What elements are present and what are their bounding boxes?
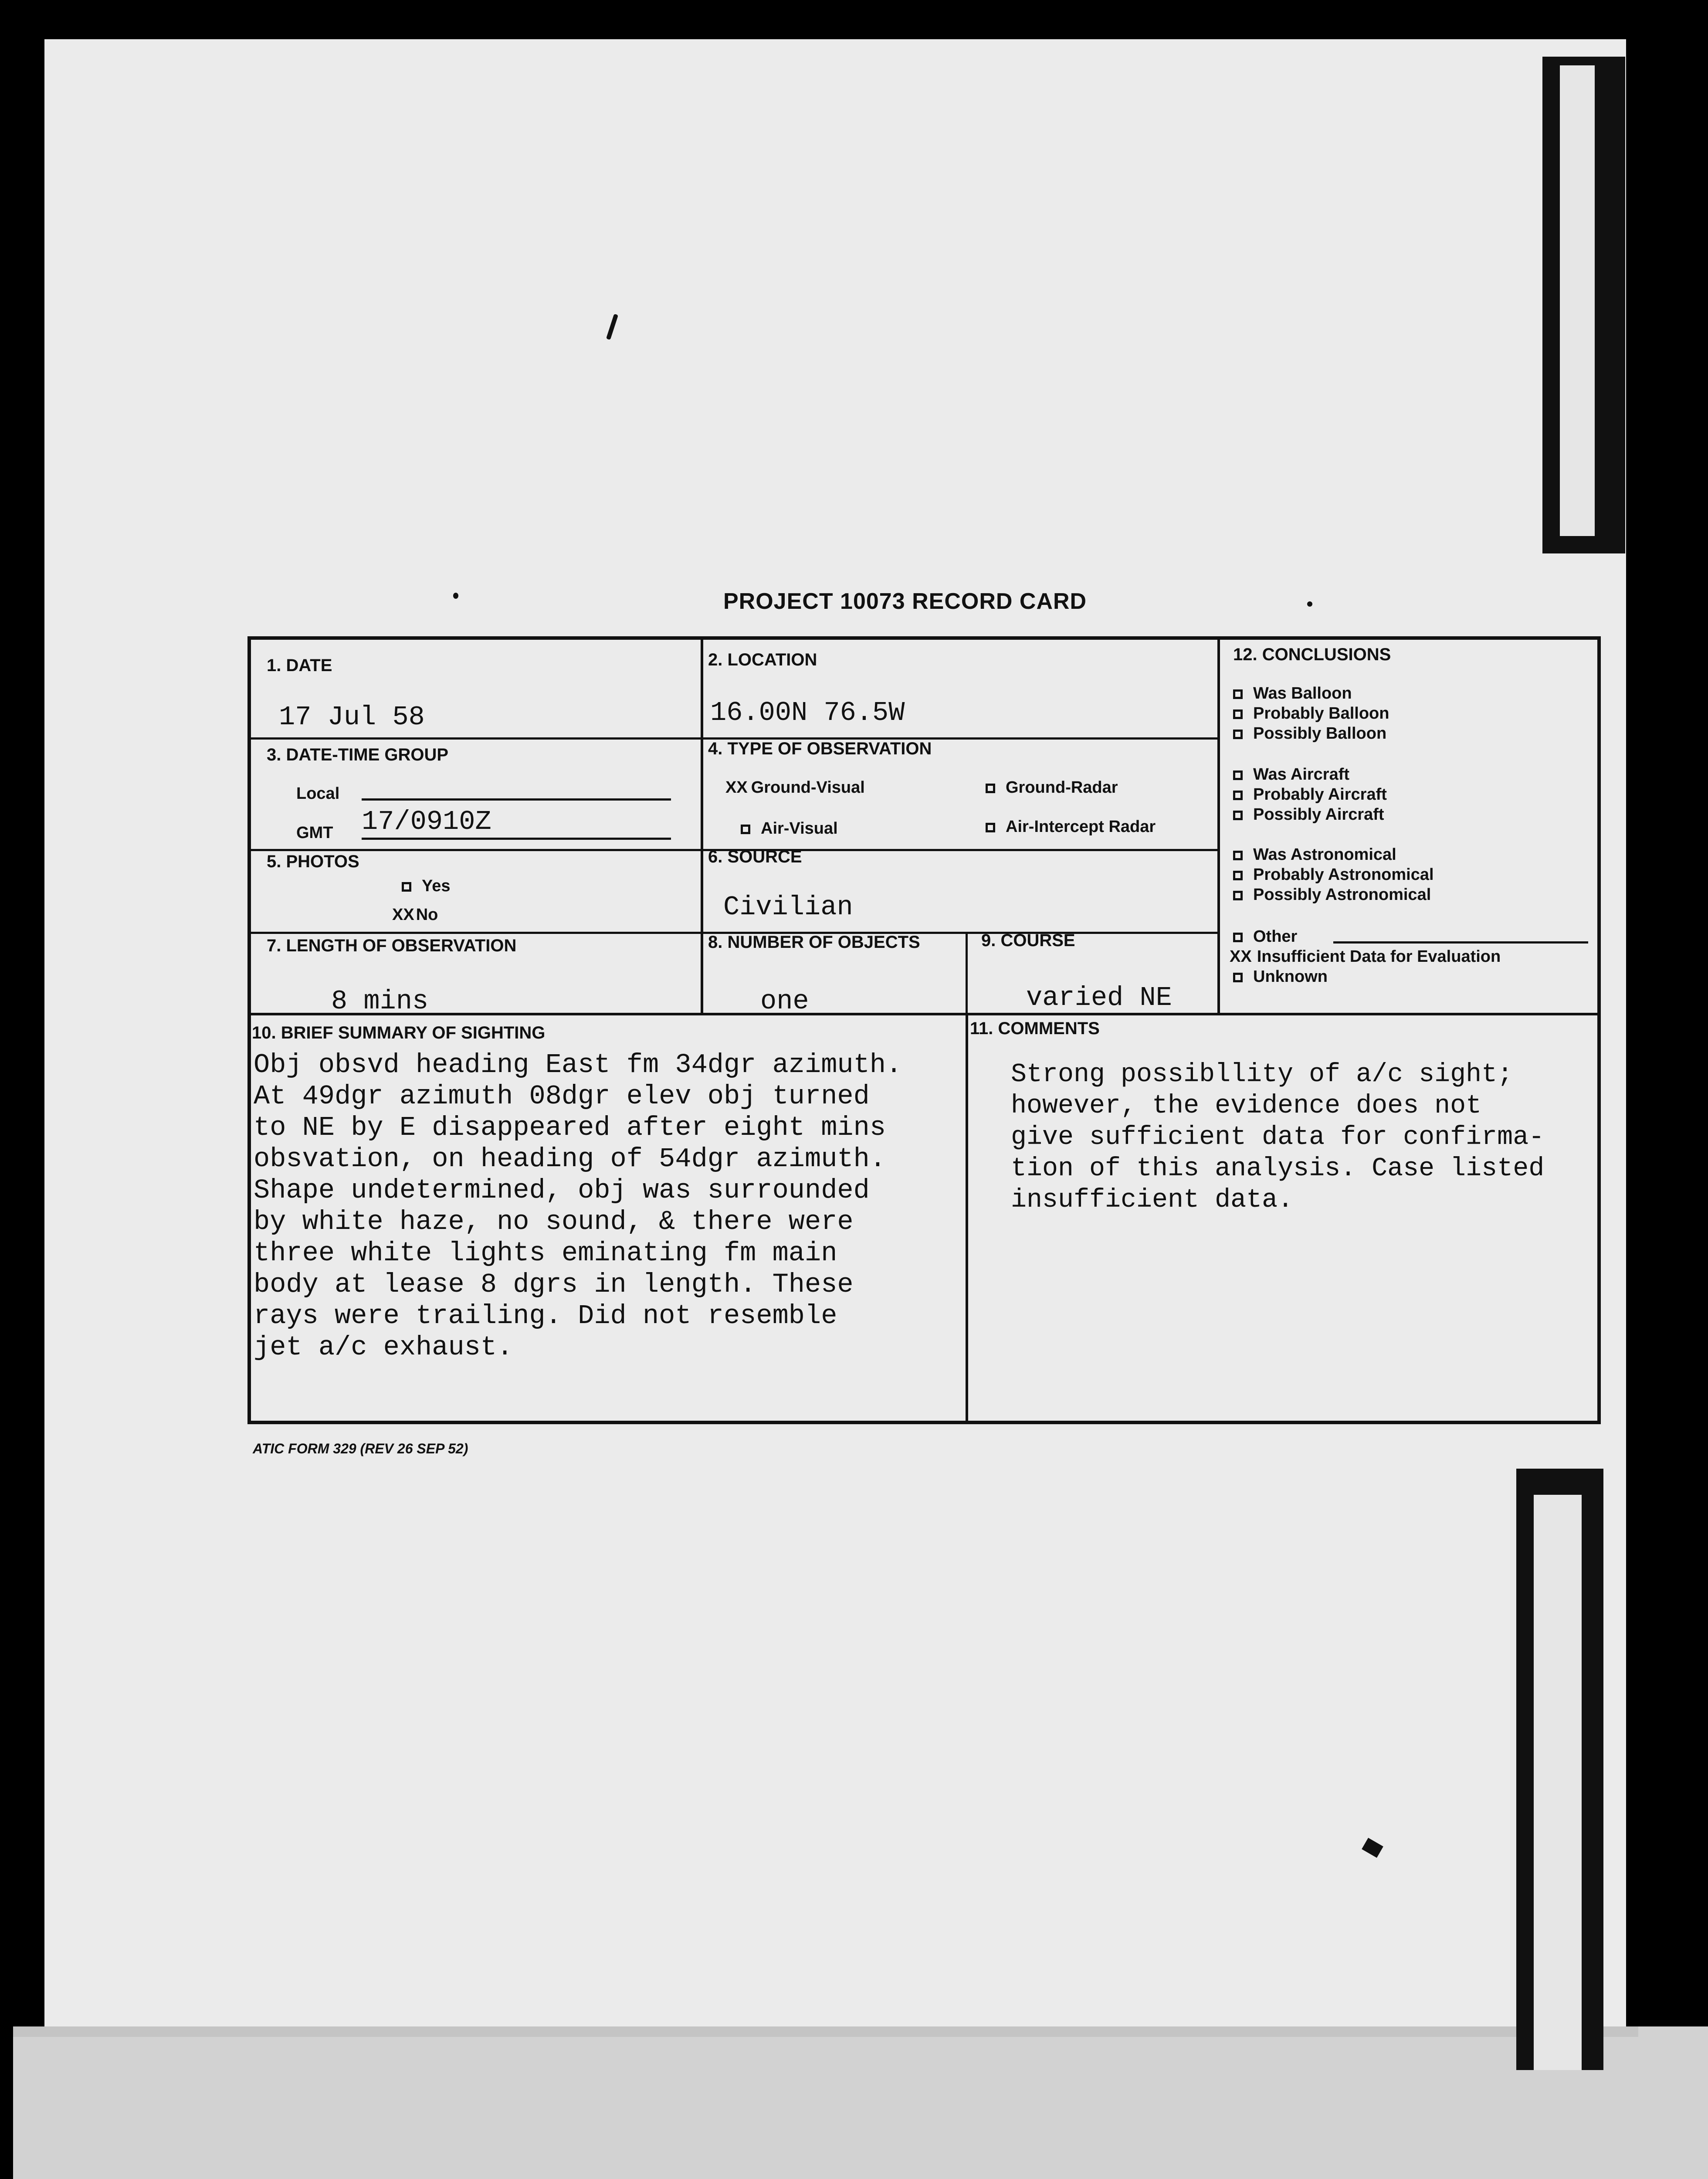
conclusion-checkbox [1233, 851, 1243, 860]
comments-label: 11. COMMENTS [970, 1019, 1100, 1038]
photos-yes-option [402, 877, 451, 896]
summary-line: Obj obsvd heading East fm 34dgr azimuth. [254, 1049, 902, 1080]
conclusion-checkbox [1233, 689, 1243, 699]
conclusion-probably-astronomical: Probably Astronomical [1233, 865, 1434, 884]
divider [966, 1013, 968, 1421]
date-label: 1. DATE [267, 656, 332, 675]
conclusion-insufficient-mark: XX [1230, 947, 1252, 966]
source-value: Civilian [723, 892, 853, 923]
summary-line: obsvation, on heading of 54dgr azimuth. [254, 1144, 886, 1174]
air-intercept-radar-label: Air-Intercept Radar [1006, 818, 1156, 836]
divider [1217, 640, 1220, 1015]
conclusion-unknown: Unknown [1233, 967, 1328, 986]
course-label: 9. COURSE [981, 931, 1075, 950]
ground-radar-option [986, 778, 1118, 797]
binding-strip-bottom [1516, 1469, 1603, 2070]
conclusions-label: 12. CONCLUSIONS [1233, 645, 1391, 664]
gmt-time-value: 17/0910Z [362, 806, 491, 837]
date-value: 17 Jul 58 [279, 702, 425, 733]
number-of-objects-value: one [760, 986, 809, 1017]
conclusion-insufficient-data: XX Insufficient Data for Evaluation [1230, 947, 1501, 966]
conclusion-checkbox [1233, 933, 1243, 942]
air-intercept-radar-checkbox [986, 823, 995, 832]
summary-line: Shape undetermined, obj was surrounded [254, 1175, 870, 1206]
conclusion-checkbox [1233, 709, 1243, 719]
ground-visual-mark: XX [725, 778, 748, 797]
conclusion-was-balloon: Was Balloon [1233, 684, 1352, 703]
photos-yes-checkbox [402, 882, 411, 892]
conclusion-possibly-aircraft: Possibly Aircraft [1233, 805, 1384, 824]
comment-line: tion of this analysis. Case listed [1011, 1154, 1545, 1184]
summary-line: by white haze, no sound, & there were [254, 1206, 854, 1237]
divider [251, 1013, 1598, 1015]
source-label: 6. SOURCE [708, 847, 802, 866]
gmt-time-underline [362, 838, 671, 840]
ground-visual-option [725, 778, 865, 797]
air-visual-checkbox [741, 825, 750, 834]
local-time-label: Local [296, 784, 340, 803]
location-value: 16.00N 76.5W [710, 697, 905, 728]
location-label: 2. LOCATION [708, 650, 817, 669]
photos-label: 5. PHOTOS [267, 852, 359, 871]
number-of-objects-label: 8. NUMBER OF OBJECTS [708, 933, 920, 952]
summary-line: body at lease 8 dgrs in length. These [254, 1269, 854, 1300]
form-number: ATIC FORM 329 (REV 26 SEP 52) [253, 1441, 468, 1456]
type-of-observation-label: 4. TYPE OF OBSERVATION [708, 739, 932, 758]
course-value: varied NE [1026, 982, 1172, 1013]
air-visual-label: Air-Visual [761, 819, 838, 838]
comment-line: insufficient data. [1011, 1185, 1294, 1215]
comments-text [1011, 1059, 1544, 1216]
summary-line: to NE by E disappeared after eight mins [254, 1112, 886, 1143]
date-time-group-label: 3. DATE-TIME GROUP [267, 745, 449, 764]
conclusion-checkbox [1233, 791, 1243, 800]
length-of-observation-label: 7. LENGTH OF OBSERVATION [267, 936, 517, 955]
comment-line: Strong possibllity of a/c sight; [1011, 1060, 1513, 1090]
air-intercept-radar-option [986, 818, 1156, 836]
conclusion-probably-balloon: Probably Balloon [1233, 704, 1389, 723]
conclusion-possibly-astronomical: Possibly Astronomical [1233, 886, 1431, 904]
ink-speck [453, 593, 458, 599]
conclusion-probably-aircraft: Probably Aircraft [1233, 785, 1387, 804]
backing-sheet [13, 2026, 1708, 2179]
gmt-time-label: GMT [296, 824, 333, 842]
conclusion-checkbox [1233, 973, 1243, 982]
comment-line: give sufficient data for confirma- [1011, 1123, 1545, 1152]
conclusion-checkbox [1233, 891, 1243, 900]
conclusion-other-underline [1333, 941, 1588, 944]
summary-line: three white lights eminating fm main [254, 1238, 837, 1269]
conclusion-was-astronomical: Was Astronomical [1233, 845, 1396, 864]
summary-line: rays were trailing. Did not resemble [254, 1300, 837, 1331]
conclusion-checkbox [1233, 811, 1243, 820]
ground-visual-label: Ground-Visual [751, 778, 865, 797]
photos-no-mark: XX [392, 906, 414, 924]
conclusion-checkbox [1233, 770, 1243, 780]
ground-radar-label: Ground-Radar [1006, 778, 1118, 797]
divider [966, 932, 968, 1015]
air-visual-option [741, 819, 838, 838]
summary-line: At 49dgr azimuth 08dgr elev obj turned [254, 1081, 870, 1112]
conclusion-was-aircraft: Was Aircraft [1233, 765, 1349, 784]
divider [701, 640, 703, 1015]
card-title: PROJECT 10073 RECORD CARD [723, 589, 1087, 614]
brief-summary-label: 10. BRIEF SUMMARY OF SIGHTING [252, 1023, 546, 1042]
length-of-observation-value: 8 mins [331, 986, 429, 1017]
ink-speck [1307, 601, 1312, 607]
photos-no-label: No [416, 906, 438, 924]
local-time-underline [362, 798, 671, 801]
brief-summary-text [254, 1049, 902, 1363]
backing-sheet-edge [13, 2026, 1638, 2037]
conclusion-checkbox [1233, 871, 1243, 880]
conclusion-other: Other [1233, 927, 1297, 946]
ground-radar-checkbox [986, 784, 995, 793]
comment-line: however, the evidence does not [1011, 1091, 1482, 1121]
photos-yes-label: Yes [422, 877, 451, 895]
binding-strip-top [1542, 57, 1625, 553]
conclusion-possibly-balloon: Possibly Balloon [1233, 724, 1386, 743]
conclusion-checkbox [1233, 730, 1243, 739]
summary-line: jet a/c exhaust. [254, 1332, 513, 1363]
photos-no-option [392, 906, 438, 924]
